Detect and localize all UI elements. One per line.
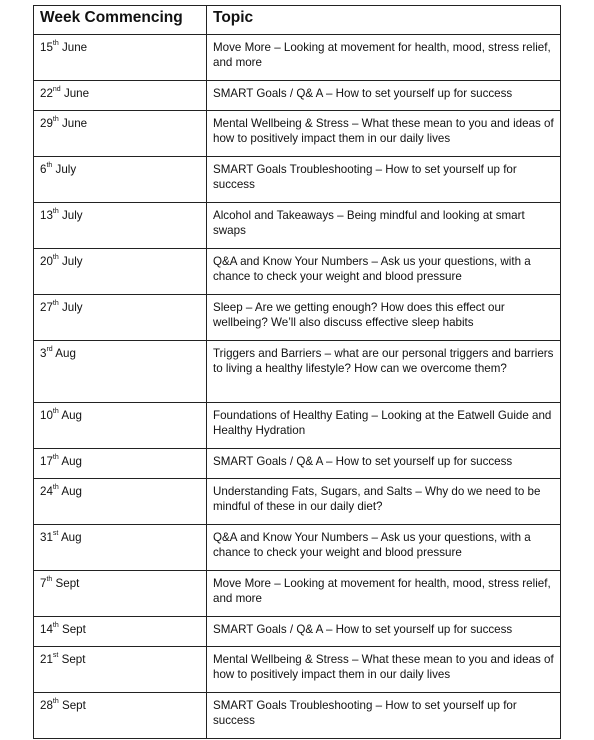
week-date-cell	[34, 479, 207, 525]
topic-cell: SMART Goals / Q& A – How to set yourself up for success	[207, 449, 561, 479]
date-day: 17	[40, 455, 53, 468]
topic-cell: Mental Wellbeing & Stress – What these mean to you and ideas of how to positively impact them in our daily lives	[207, 647, 561, 693]
date-month: Aug	[61, 485, 82, 498]
table-row	[34, 295, 561, 341]
topic-cell: Move More – Looking at movement for health, mood, stress relief, and more	[207, 571, 561, 617]
week-date-cell	[34, 571, 207, 617]
table-row	[34, 693, 561, 739]
week-date-cell	[34, 403, 207, 449]
week-date-cell	[34, 35, 207, 81]
date-suffix: th	[46, 162, 53, 170]
week-date-cell	[34, 81, 207, 111]
week-date-cell	[34, 295, 207, 341]
date-month: Sept	[61, 623, 86, 636]
week-date-cell	[34, 525, 207, 571]
topic-cell: Q&A and Know Your Numbers – Ask us your questions, with a chance to check your weight and blood pressure	[207, 249, 561, 295]
table-row	[34, 203, 561, 249]
date-day: 10	[40, 409, 53, 422]
date-suffix: nd	[52, 86, 61, 94]
date-day: 6	[40, 163, 47, 176]
table-row	[34, 647, 561, 693]
topic-header: Topic	[207, 6, 561, 35]
week-date-cell	[34, 693, 207, 739]
date-month: Sept	[55, 577, 80, 590]
date-month: July	[61, 301, 83, 314]
date-suffix: th	[52, 454, 59, 462]
topic-cell: Alcohol and Takeaways – Being mindful and looking at smart swaps	[207, 203, 561, 249]
table-row	[34, 449, 561, 479]
week-commencing-header: Week Commencing	[34, 6, 207, 35]
topic-cell: Move More – Looking at movement for health, mood, stress relief, and more	[207, 35, 561, 81]
table-row	[34, 35, 561, 81]
topic-cell: Triggers and Barriers – what are our personal triggers and barriers to living a healthy lifestyle? How can we overcome them?	[207, 341, 561, 403]
date-day: 14	[40, 623, 53, 636]
table-row	[34, 403, 561, 449]
week-date-cell	[34, 111, 207, 157]
topic-cell: Sleep – Are we getting enough? How does this effect our wellbeing? We’ll also discuss effective sleep habits	[207, 295, 561, 341]
date-month: July	[61, 255, 83, 268]
date-suffix: th	[52, 116, 59, 124]
table-row	[34, 111, 561, 157]
date-suffix: th	[52, 622, 59, 630]
date-day: 21	[40, 653, 53, 666]
topic-cell: Q&A and Know Your Numbers – Ask us your questions, with a chance to check your weight and blood pressure	[207, 525, 561, 571]
schedule-table	[33, 5, 561, 739]
date-suffix: th	[52, 300, 59, 308]
date-month: July	[61, 209, 83, 222]
date-suffix: th	[52, 254, 59, 262]
table-row	[34, 571, 561, 617]
date-suffix: th	[52, 408, 59, 416]
date-suffix: th	[52, 698, 59, 706]
date-suffix: rd	[46, 346, 53, 354]
date-month: June	[63, 87, 90, 100]
table-row	[34, 341, 561, 403]
topic-cell: SMART Goals / Q& A – How to set yourself up for success	[207, 617, 561, 647]
date-day: 29	[40, 117, 53, 130]
date-suffix: st	[52, 652, 59, 660]
week-date-cell	[34, 449, 207, 479]
date-month: Aug	[60, 531, 82, 544]
topic-cell: Mental Wellbeing & Stress – What these mean to you and ideas of how to positively impact them in our daily lives	[207, 111, 561, 157]
date-day: 13	[40, 209, 53, 222]
date-month: Aug	[55, 347, 76, 360]
week-date-cell	[34, 249, 207, 295]
week-date-cell	[34, 341, 207, 403]
date-day: 24	[40, 485, 53, 498]
date-suffix: th	[52, 484, 59, 492]
week-date-cell	[34, 203, 207, 249]
date-day: 15	[40, 41, 53, 54]
date-suffix: st	[52, 530, 59, 538]
date-day: 7	[40, 577, 47, 590]
week-date-cell	[34, 157, 207, 203]
date-day: 20	[40, 255, 53, 268]
date-suffix: th	[52, 208, 59, 216]
date-day: 28	[40, 699, 53, 712]
date-month: Aug	[61, 455, 82, 468]
table-row	[34, 525, 561, 571]
date-suffix: th	[46, 576, 53, 584]
table-row	[34, 249, 561, 295]
date-day: 22	[40, 87, 53, 100]
topic-cell: SMART Goals Troubleshooting – How to set yourself up for success	[207, 157, 561, 203]
date-month: June	[61, 41, 88, 54]
table-row	[34, 479, 561, 525]
topic-cell: Foundations of Healthy Eating – Looking at the Eatwell Guide and Healthy Hydration	[207, 403, 561, 449]
table-row	[34, 81, 561, 111]
topic-cell: Understanding Fats, Sugars, and Salts – Why do we need to be mindful of these in our daily diet?	[207, 479, 561, 525]
table-row	[34, 617, 561, 647]
date-month: Sept	[61, 653, 86, 666]
date-day: 31	[40, 531, 53, 544]
header-row	[34, 6, 561, 35]
date-suffix: th	[52, 40, 59, 48]
date-day: 3	[40, 347, 47, 360]
week-date-cell	[34, 647, 207, 693]
topic-cell: SMART Goals Troubleshooting – How to set yourself up for success	[207, 693, 561, 739]
date-month: Sept	[61, 699, 86, 712]
week-date-cell	[34, 617, 207, 647]
date-month: Aug	[61, 409, 82, 422]
topic-cell: SMART Goals / Q& A – How to set yourself up for success	[207, 81, 561, 111]
date-month: July	[55, 163, 77, 176]
date-day: 27	[40, 301, 53, 314]
table-row	[34, 157, 561, 203]
date-month: June	[61, 117, 88, 130]
